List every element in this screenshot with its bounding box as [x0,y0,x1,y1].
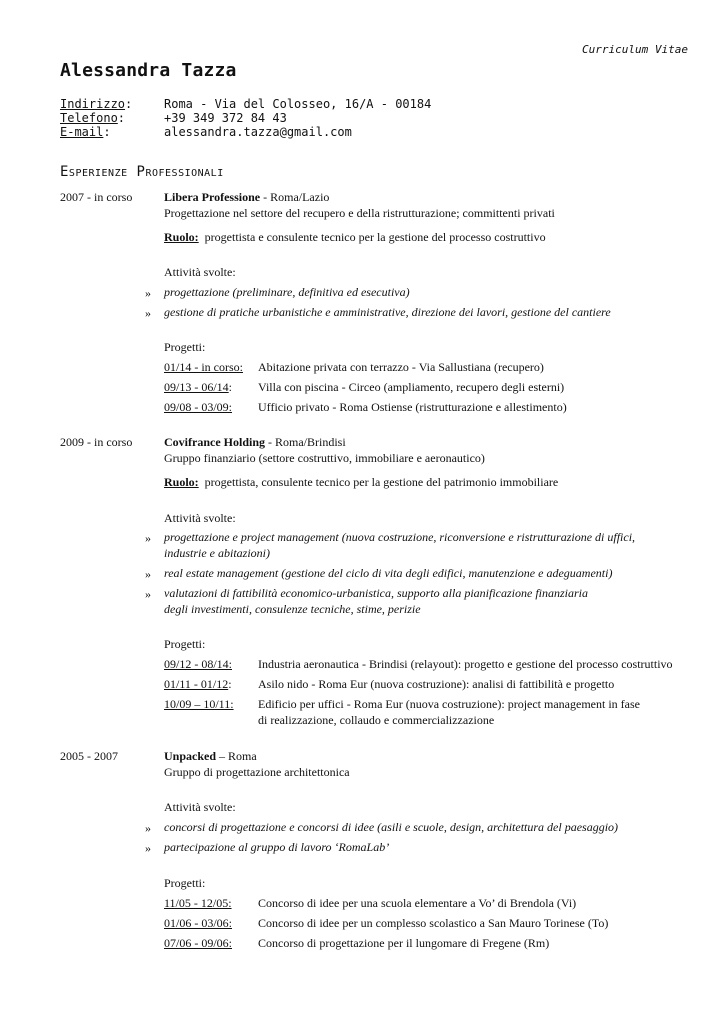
project-text: Concorso di progettazione per il lungomare di Fregene (Rm) [258,936,550,950]
experience-description: Progettazione nel settore del recupero e della ristrutturazione; committenti privati [164,206,555,220]
activity-item: progettazione e project management (nuova costruzione, riconversione e ristrutturazione di uffici, [164,530,636,544]
document-header-label: Curriculum Vitae [582,43,688,56]
activity-item: real estate management (gestione del ciclo di vita degli edifici, manutenzione e adeguamenti) [164,566,613,580]
project-text: Ufficio privato - Roma Ostiense (ristrutturazione e allestimento) [258,400,567,414]
bullet-icon: » [145,587,151,601]
projects-label: Progetti: [164,637,206,651]
experience-company-line: Libera Professione - Roma/Lazio [164,190,330,204]
contact-label-address: Indirizzo: [60,97,133,111]
project-text: Abitazione privata con terrazzo - Via Sallustiana (recupero) [258,360,544,374]
contact-value-address: Roma - Via del Colosseo, 16/A - 00184 [164,97,432,111]
project-date: 11/05 - 12/05: [164,896,232,910]
experience-period: 2007 - in corso [60,190,133,204]
section-title: Esperienze Professionali [60,164,224,180]
project-date: 01/14 - in corso: [164,360,243,374]
activity-item: gestione di pratiche urbanistiche e amministrative, direzione dei lavori, gestione del cantiere [164,305,611,319]
experience-role: Ruolo: progettista, consulente tecnico per la gestione del patrimonio immobiliare [164,475,559,489]
experience-role: Ruolo: progettista e consulente tecnico per la gestione del processo costruttivo [164,230,546,244]
activity-item: valutazioni di fattibilità economico-urbanistica, supporto alla pianificazione finanziaria [164,586,588,600]
project-text: Industria aeronautica - Brindisi (relayout): progetto e gestione del processo costruttivo [258,657,673,671]
activity-item: concorsi di progettazione e concorsi di idee (asili e scuole, design, architettura del paesaggio) [164,820,619,834]
bullet-icon: » [145,306,151,320]
project-date: 01/06 - 03/06: [164,916,232,930]
experience-period: 2005 - 2007 [60,749,118,763]
activities-label: Attività svolte: [164,265,236,279]
projects-label: Progetti: [164,876,206,890]
activity-item-continuation: degli investimenti, consulenze tecniche, stime, perizie [164,602,421,616]
bullet-icon: » [145,841,151,855]
project-date: 07/06 - 09/06: [164,936,232,950]
experience-description: Gruppo di progettazione architettonica [164,765,350,779]
experience-period: 2009 - in corso [60,435,133,449]
contact-label-phone: Telefono: [60,111,126,125]
candidate-name: Alessandra Tazza [60,60,237,81]
project-date: 10/09 – 10/11: [164,697,234,711]
bullet-icon: » [145,531,151,545]
contact-value-phone: +39 349 372 84 43 [164,111,287,125]
bullet-icon: » [145,286,151,300]
contact-label-email: E-mail: [60,125,111,139]
project-text: Asilo nido - Roma Eur (nuova costruzione): analisi di fattibilità e progetto [258,677,615,691]
project-date: 09/13 - 06/14: [164,380,233,394]
activities-label: Attività svolte: [164,511,236,525]
project-date: 01/11 - 01/12: [164,677,232,691]
project-text: Villa con piscina - Circeo (ampliamento, recupero degli esterni) [258,380,565,394]
projects-label: Progetti: [164,340,206,354]
activity-item: partecipazione al gruppo di lavoro ‘RomaLab’ [164,840,390,854]
experience-company-line: Covifrance Holding - Roma/Brindisi [164,435,346,449]
project-text: Concorso di idee per una scuola elementare a Vo’ di Brendola (Vi) [258,896,577,910]
project-text: Concorso di idee per un complesso scolastico a San Mauro Torinese (To) [258,916,609,930]
bullet-icon: » [145,821,151,835]
project-text: Edificio per uffici - Roma Eur (nuova costruzione): project management in fase [258,697,640,711]
contact-value-email[interactable]: alessandra.tazza@gmail.com [164,125,352,139]
experience-description: Gruppo finanziario (settore costruttivo, immobiliare e aeronautico) [164,451,485,465]
activity-item-continuation: industrie e abitazioni) [164,546,270,560]
activity-item: progettazione (preliminare, definitiva ed esecutiva) [164,285,410,299]
bullet-icon: » [145,567,151,581]
experience-company-line: Unpacked – Roma [164,749,257,763]
project-date: 09/12 - 08/14: [164,657,232,671]
project-date: 09/08 - 03/09: [164,400,232,414]
project-text-continuation: di realizzazione, collaudo e commercializzazione [258,713,495,727]
activities-label: Attività svolte: [164,800,236,814]
